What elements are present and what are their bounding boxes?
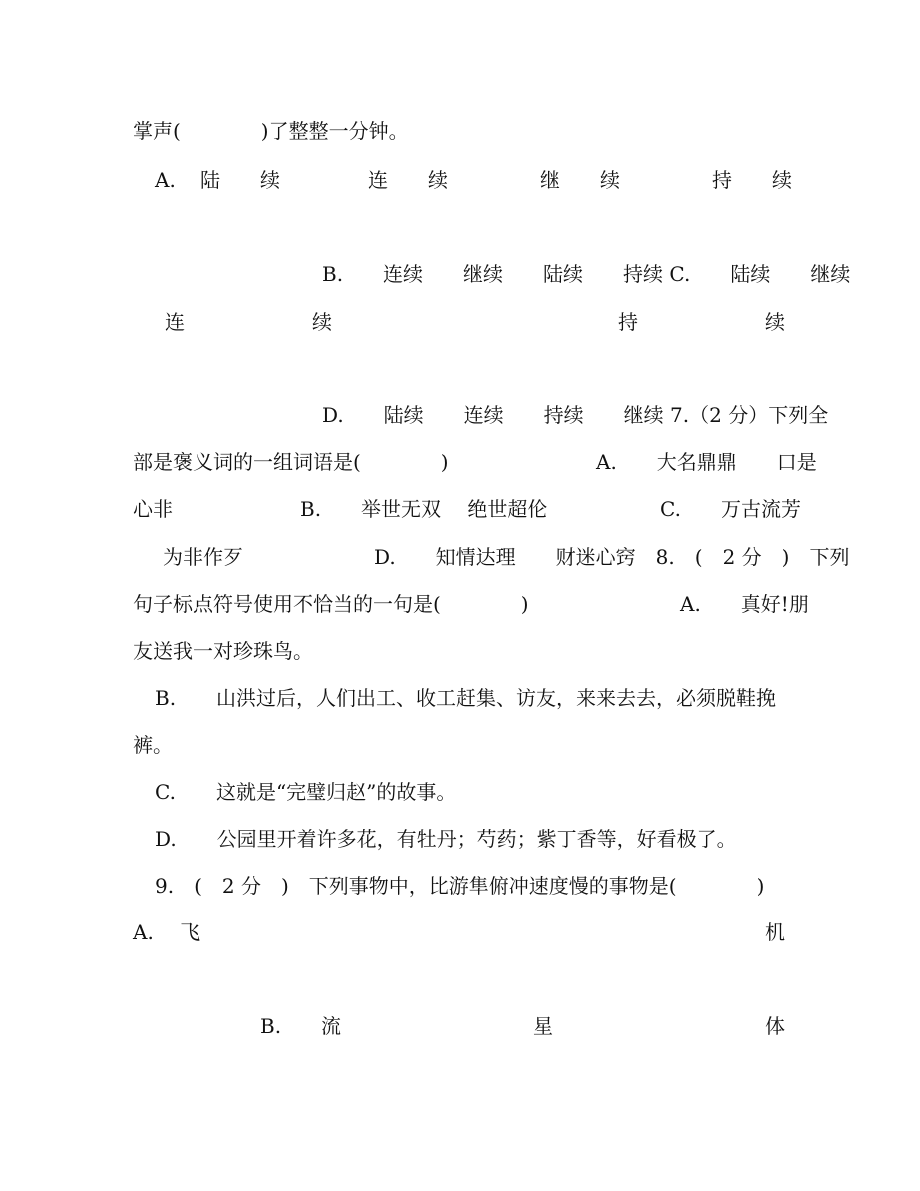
option-word: 续 <box>312 310 332 334</box>
option-word: B. 流 <box>260 1014 342 1038</box>
option-word: 持 续 <box>712 168 792 192</box>
option-word: 机 <box>765 920 785 944</box>
text-line: D. 陆续 连续 持续 继续 7.（2 分）下列全 <box>322 403 829 427</box>
text-line: 裤。 <box>133 733 173 757</box>
text-line: 句子标点符号使用不恰当的一句是( ) <box>133 592 529 616</box>
text-line: A. 大名鼎鼎 口是 <box>596 450 817 474</box>
text-line: D. 知情达理 财迷心窍 8. ( 2 分 ) 下列 <box>374 545 850 569</box>
option-label: A. <box>155 168 176 192</box>
option-word: A. 飞 <box>133 920 201 944</box>
option-word: 连 续 <box>368 168 448 192</box>
option-word: 星 <box>533 1014 553 1038</box>
text-line: 为非作歹 <box>163 545 243 569</box>
text-line: 9. ( 2 分 ) 下列事物中，比游隼俯冲速度慢的事物是( ) <box>155 874 765 898</box>
text-line: 友送我一对珍珠鸟。 <box>133 639 313 663</box>
option-word: 继 续 <box>540 168 620 192</box>
option-word: 持 <box>618 310 638 334</box>
option-word: 陆 续 <box>200 168 280 192</box>
text-line: C. 这就是“完璧归赵”的故事。 <box>155 780 457 804</box>
text-line: D. 公园里开着许多花，有牡丹；芍药；紫丁香等，好看极了。 <box>155 827 737 851</box>
text-line: B. 山洪过后，人们出工、收工赶集、访友，来来去去，必须脱鞋挽 <box>155 686 777 710</box>
text-line: 部是褒义词的一组词语是( ) <box>133 450 449 474</box>
text-line: 掌声( )了整整一分钟。 <box>133 119 409 143</box>
text-line: C. 万古流芳 <box>660 497 801 521</box>
text-line: B. 连续 继续 陆续 持续 C. 陆续 继续 <box>322 262 851 286</box>
text-line: 心非 <box>133 497 173 521</box>
text-line: B. 举世无双 绝世超伦 <box>300 497 548 521</box>
option-word: 连 <box>165 310 185 334</box>
option-word: 体 <box>765 1014 785 1038</box>
option-word: 续 <box>765 310 785 334</box>
text-line: A. 真好!朋 <box>680 592 809 616</box>
